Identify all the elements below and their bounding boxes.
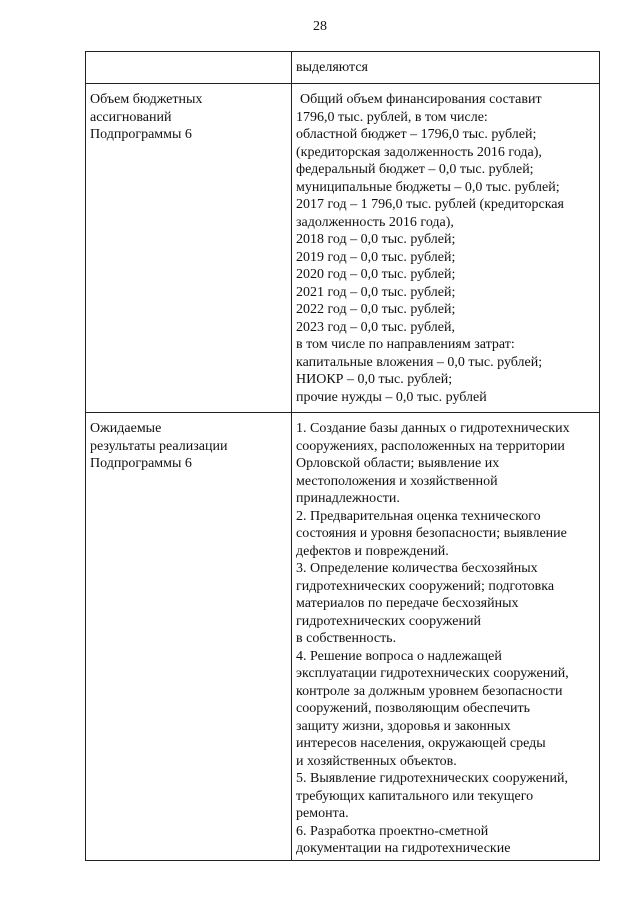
content-line: и хозяйственных объектов. xyxy=(296,753,457,769)
content-line: контроле за должным уровнем безопасности xyxy=(296,683,563,699)
content-line: НИОКР – 0,0 тыс. рублей; xyxy=(296,372,453,387)
content-line: 2019 год – 0,0 тыс. рублей; xyxy=(296,249,456,265)
content-line: принадлежности. xyxy=(296,491,400,506)
content-line: Орловской области; выявление их xyxy=(296,456,500,471)
content-line: 4. Решение вопроса о надлежащей xyxy=(296,648,502,664)
content-line: 2020 год – 0,0 тыс. рублей; xyxy=(296,267,456,282)
label-cell xyxy=(86,413,292,861)
content-line: требующих капитального или текущего xyxy=(296,788,534,804)
content-line: защиту жизни, здоровья и законных xyxy=(296,718,511,734)
content-line: 1796,0 тыс. рублей, в том числе: xyxy=(296,109,488,125)
content-line: 1. Создание базы данных о гидротехнических xyxy=(296,421,570,436)
label-cell xyxy=(86,52,292,84)
content-cell xyxy=(292,413,600,861)
content-line: 2021 год – 0,0 тыс. рублей; xyxy=(296,284,456,300)
content-line: сооружениях, расположенных на территории xyxy=(296,438,565,454)
content-line: гидротехнических сооружений; подготовка xyxy=(296,578,555,594)
table-row-results xyxy=(86,413,600,861)
content-cell xyxy=(292,84,600,413)
content-line: 2. Предварительная оценка технического xyxy=(296,508,541,524)
label-line: Объем бюджетных xyxy=(90,92,203,107)
label-line: Подпрограммы 6 xyxy=(90,127,192,142)
content-line: 2018 год – 0,0 тыс. рублей; xyxy=(296,232,456,247)
content-line: Общий объем финансирования составит xyxy=(300,92,542,107)
table-row-budget xyxy=(86,84,600,413)
content-line: (кредиторская задолженность 2016 года), xyxy=(296,144,542,160)
content-line: состояния и уровня безопасности; выявление xyxy=(296,526,567,541)
label-line: Подпрограммы 6 xyxy=(90,456,192,471)
content-line: дефектов и повреждений. xyxy=(296,543,449,559)
label-line: результаты реализации xyxy=(90,438,228,454)
content-line: 2023 год – 0,0 тыс. рублей, xyxy=(296,319,455,335)
content-line: в том числе по направлениям затрат: xyxy=(296,337,515,352)
content-line: сооружений, позволяющим обеспечить xyxy=(296,701,531,716)
content-line: 6. Разработка проектно-сметной xyxy=(296,823,489,839)
label-line: Ожидаемые xyxy=(90,421,162,436)
content-line: 3. Определение количества бесхозяйных xyxy=(296,561,538,576)
content-line: местоположения и хозяйственной xyxy=(296,473,498,489)
content-line: областной бюджет – 1796,0 тыс. рублей; xyxy=(296,127,537,142)
content-cell xyxy=(292,52,600,84)
label-cell xyxy=(86,84,292,413)
content-line: документации на гидротехнические xyxy=(296,841,511,856)
passport-table xyxy=(85,51,600,861)
content-line: муниципальные бюджеты – 0,0 тыс. рублей; xyxy=(296,179,560,195)
content-line: 2022 год – 0,0 тыс. рублей; xyxy=(296,302,456,317)
label-line: ассигнований xyxy=(90,109,172,125)
content-line: выделяются xyxy=(296,60,368,75)
content-line: федеральный бюджет – 0,0 тыс. рублей; xyxy=(296,162,534,177)
content-line: 2017 год – 1 796,0 тыс. рублей (кредиторская xyxy=(296,197,564,212)
content-line: материалов по передаче бесхозяйных xyxy=(296,596,519,611)
content-line: эксплуатации гидротехнических сооружений, xyxy=(296,666,569,681)
content-line: прочие нужды – 0,0 тыс. рублей xyxy=(296,389,487,405)
content-line: капитальные вложения – 0,0 тыс. рублей; xyxy=(296,354,543,370)
page-number: 28 xyxy=(313,19,327,34)
content-line: ремонта. xyxy=(296,806,349,821)
table-row-continuation xyxy=(86,52,600,84)
content-line: интересов населения, окружающей среды xyxy=(296,736,546,751)
content-line: в собственность. xyxy=(296,631,397,646)
content-line: 5. Выявление гидротехнических сооружений, xyxy=(296,771,568,786)
content-line: задолженность 2016 года), xyxy=(296,214,454,230)
content-line: гидротехнических сооружений xyxy=(296,613,481,629)
